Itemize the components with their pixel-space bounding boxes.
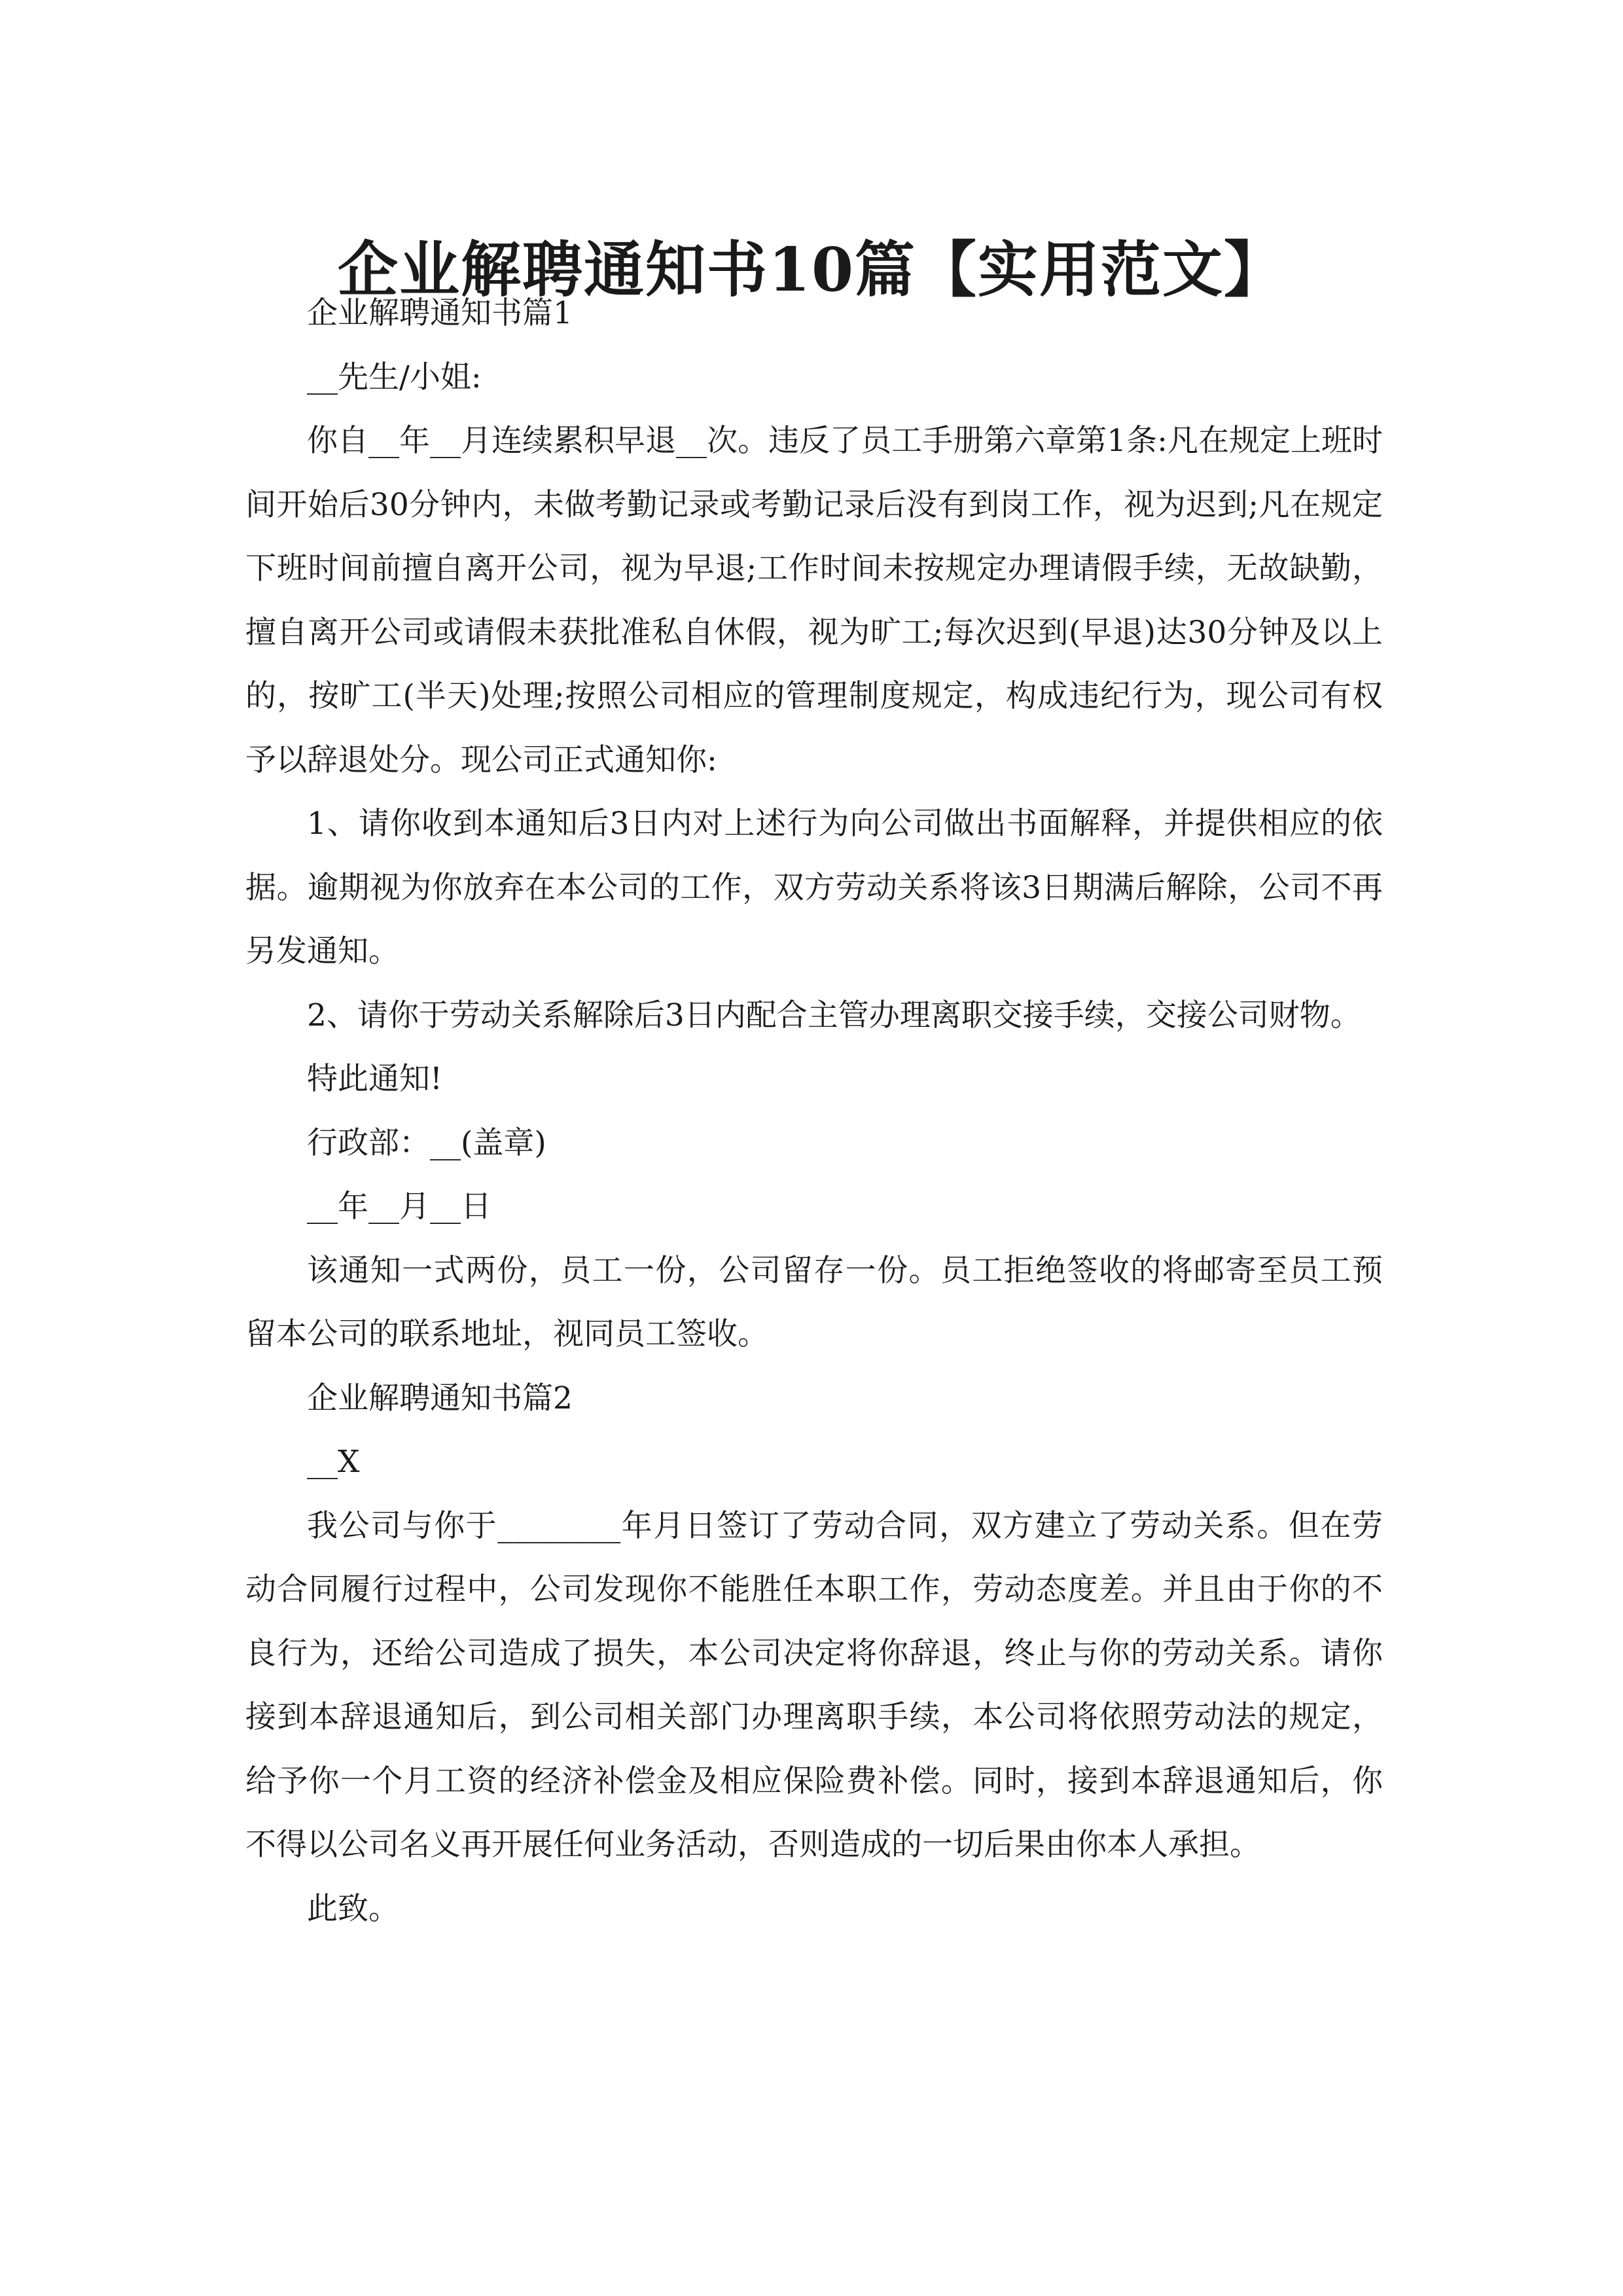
- salutation: __先生/小姐:: [307, 359, 482, 395]
- section-heading-1: 企业解聘通知书篇1: [307, 295, 573, 331]
- body-paragraph: 我公司与你于________年月日签订了劳动合同，双方建立了劳动关系。但在劳动合同履行过程中，公司发现你不能胜任本职工作，劳动态度差。并且由于你的不良行为，还给公司造成了损失，本公司决定将你辞退，终止与你的劳动关系。请你接到本辞退通知后，到公司相关部门办理离职手续，本公司将依照劳动法的规定，给予你一个月工资的经济补偿金及相应保险费补偿。同时，接到本辞退通知后，你不得以公司名义再开展任何业务活动，否则造成的一切后果由你本人承担。: [245, 1507, 1383, 1863]
- signature-date: __年__月__日: [307, 1189, 491, 1225]
- closing-line: 此致。: [307, 1890, 399, 1927]
- recipient-line: __X: [307, 1444, 360, 1480]
- signature-department: 行政部：__(盖章): [307, 1124, 546, 1161]
- numbered-item-1: 1、请你收到本通知后3日内对上述行为向公司做出书面解释，并提供相应的依据。逾期视为你放弃在本公司的工作，双方劳动关系将该3日期满后解除，公司不再另发通知。: [245, 806, 1383, 969]
- body-paragraph: 你自__年__月连续累积早退__次。违反了员工手册第六章第1条:凡在规定上班时间开始后30分钟内，未做考勤记录或考勤记录后没有到岗工作，视为迟到;凡在规定下班时间前擅自离开公司，视为早退;工作时间未按规定办理请假手续，无故缺勤，擅自离开公司或请假未获批准私自休假，视为旷工;每次迟到(早退)达30分钟及以上的，按旷工(半天)处理;按照公司相应的管理制度规定，构成违纪行为，现公司有权予以辞退处分。现公司正式通知你:: [245, 423, 1383, 778]
- section-heading-2: 企业解聘通知书篇2: [307, 1380, 573, 1416]
- numbered-item-2: 2、请你于劳动关系解除后3日内配合主管办理离职交接手续，交接公司财物。: [307, 997, 1361, 1033]
- document-body: [245, 281, 1383, 1941]
- closing-notice: 特此通知!: [307, 1061, 442, 1097]
- footnote-paragraph: 该通知一式两份，员工一份，公司留存一份。员工拒绝签收的将邮寄至员工预留本公司的联系地址，视同员工签收。: [245, 1252, 1383, 1352]
- document-title: 企业解聘通知书10篇【实用范文】: [337, 234, 1286, 305]
